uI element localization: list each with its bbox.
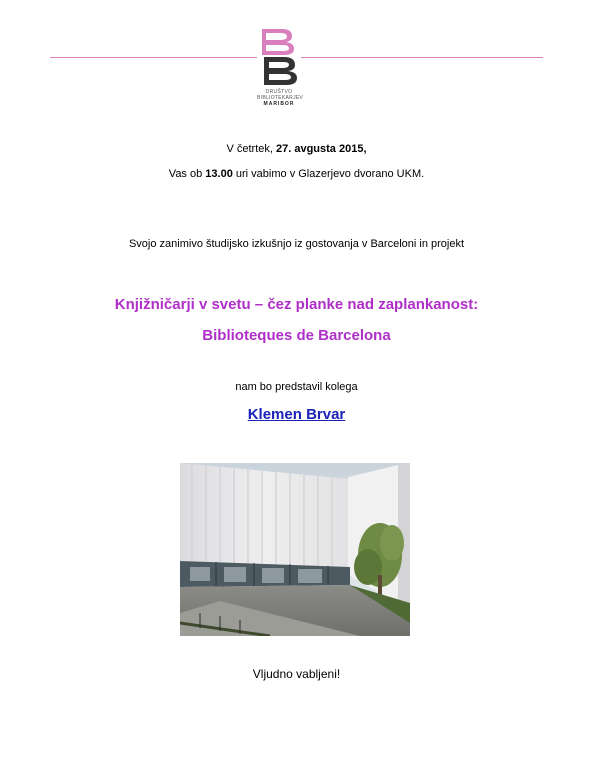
day-prefix: V četrtek,	[226, 143, 273, 155]
closing-text: Vljudno vabljeni!	[252, 667, 341, 681]
logo-text-line2: BIBLIOTEKARJEV	[257, 95, 304, 101]
event-date: 27. avgusta 2015,	[276, 143, 367, 155]
presenter-intro: nam bo predstavil kolega	[235, 381, 358, 393]
presenter-row	[0, 406, 593, 424]
logo	[257, 27, 304, 107]
lead-text: Svojo zanimivo študijsko izkušnjo iz gostovanja v Barceloni in projekt	[128, 238, 465, 250]
event-time: 13.00	[205, 168, 233, 180]
logo-text-line3: MARIBOR	[263, 101, 295, 107]
talk-title-line2: Biblioteques de Barcelona	[202, 327, 391, 344]
logo-mark-icon	[260, 27, 298, 87]
presenter-name-link[interactable]: Klemen Brvar	[247, 406, 346, 423]
time-suffix: uri vabimo v Glazerjevo dvorano UKM.	[235, 168, 425, 180]
library-photo	[180, 463, 410, 636]
logo-text-line1: DRUŠTVO	[265, 89, 293, 95]
talk-title-line1: Knjižničarji v svetu – čez planke nad zaplankanost:	[114, 296, 479, 313]
time-prefix: Vas ob	[168, 168, 203, 180]
time-line	[0, 168, 593, 180]
date-line	[0, 143, 593, 155]
